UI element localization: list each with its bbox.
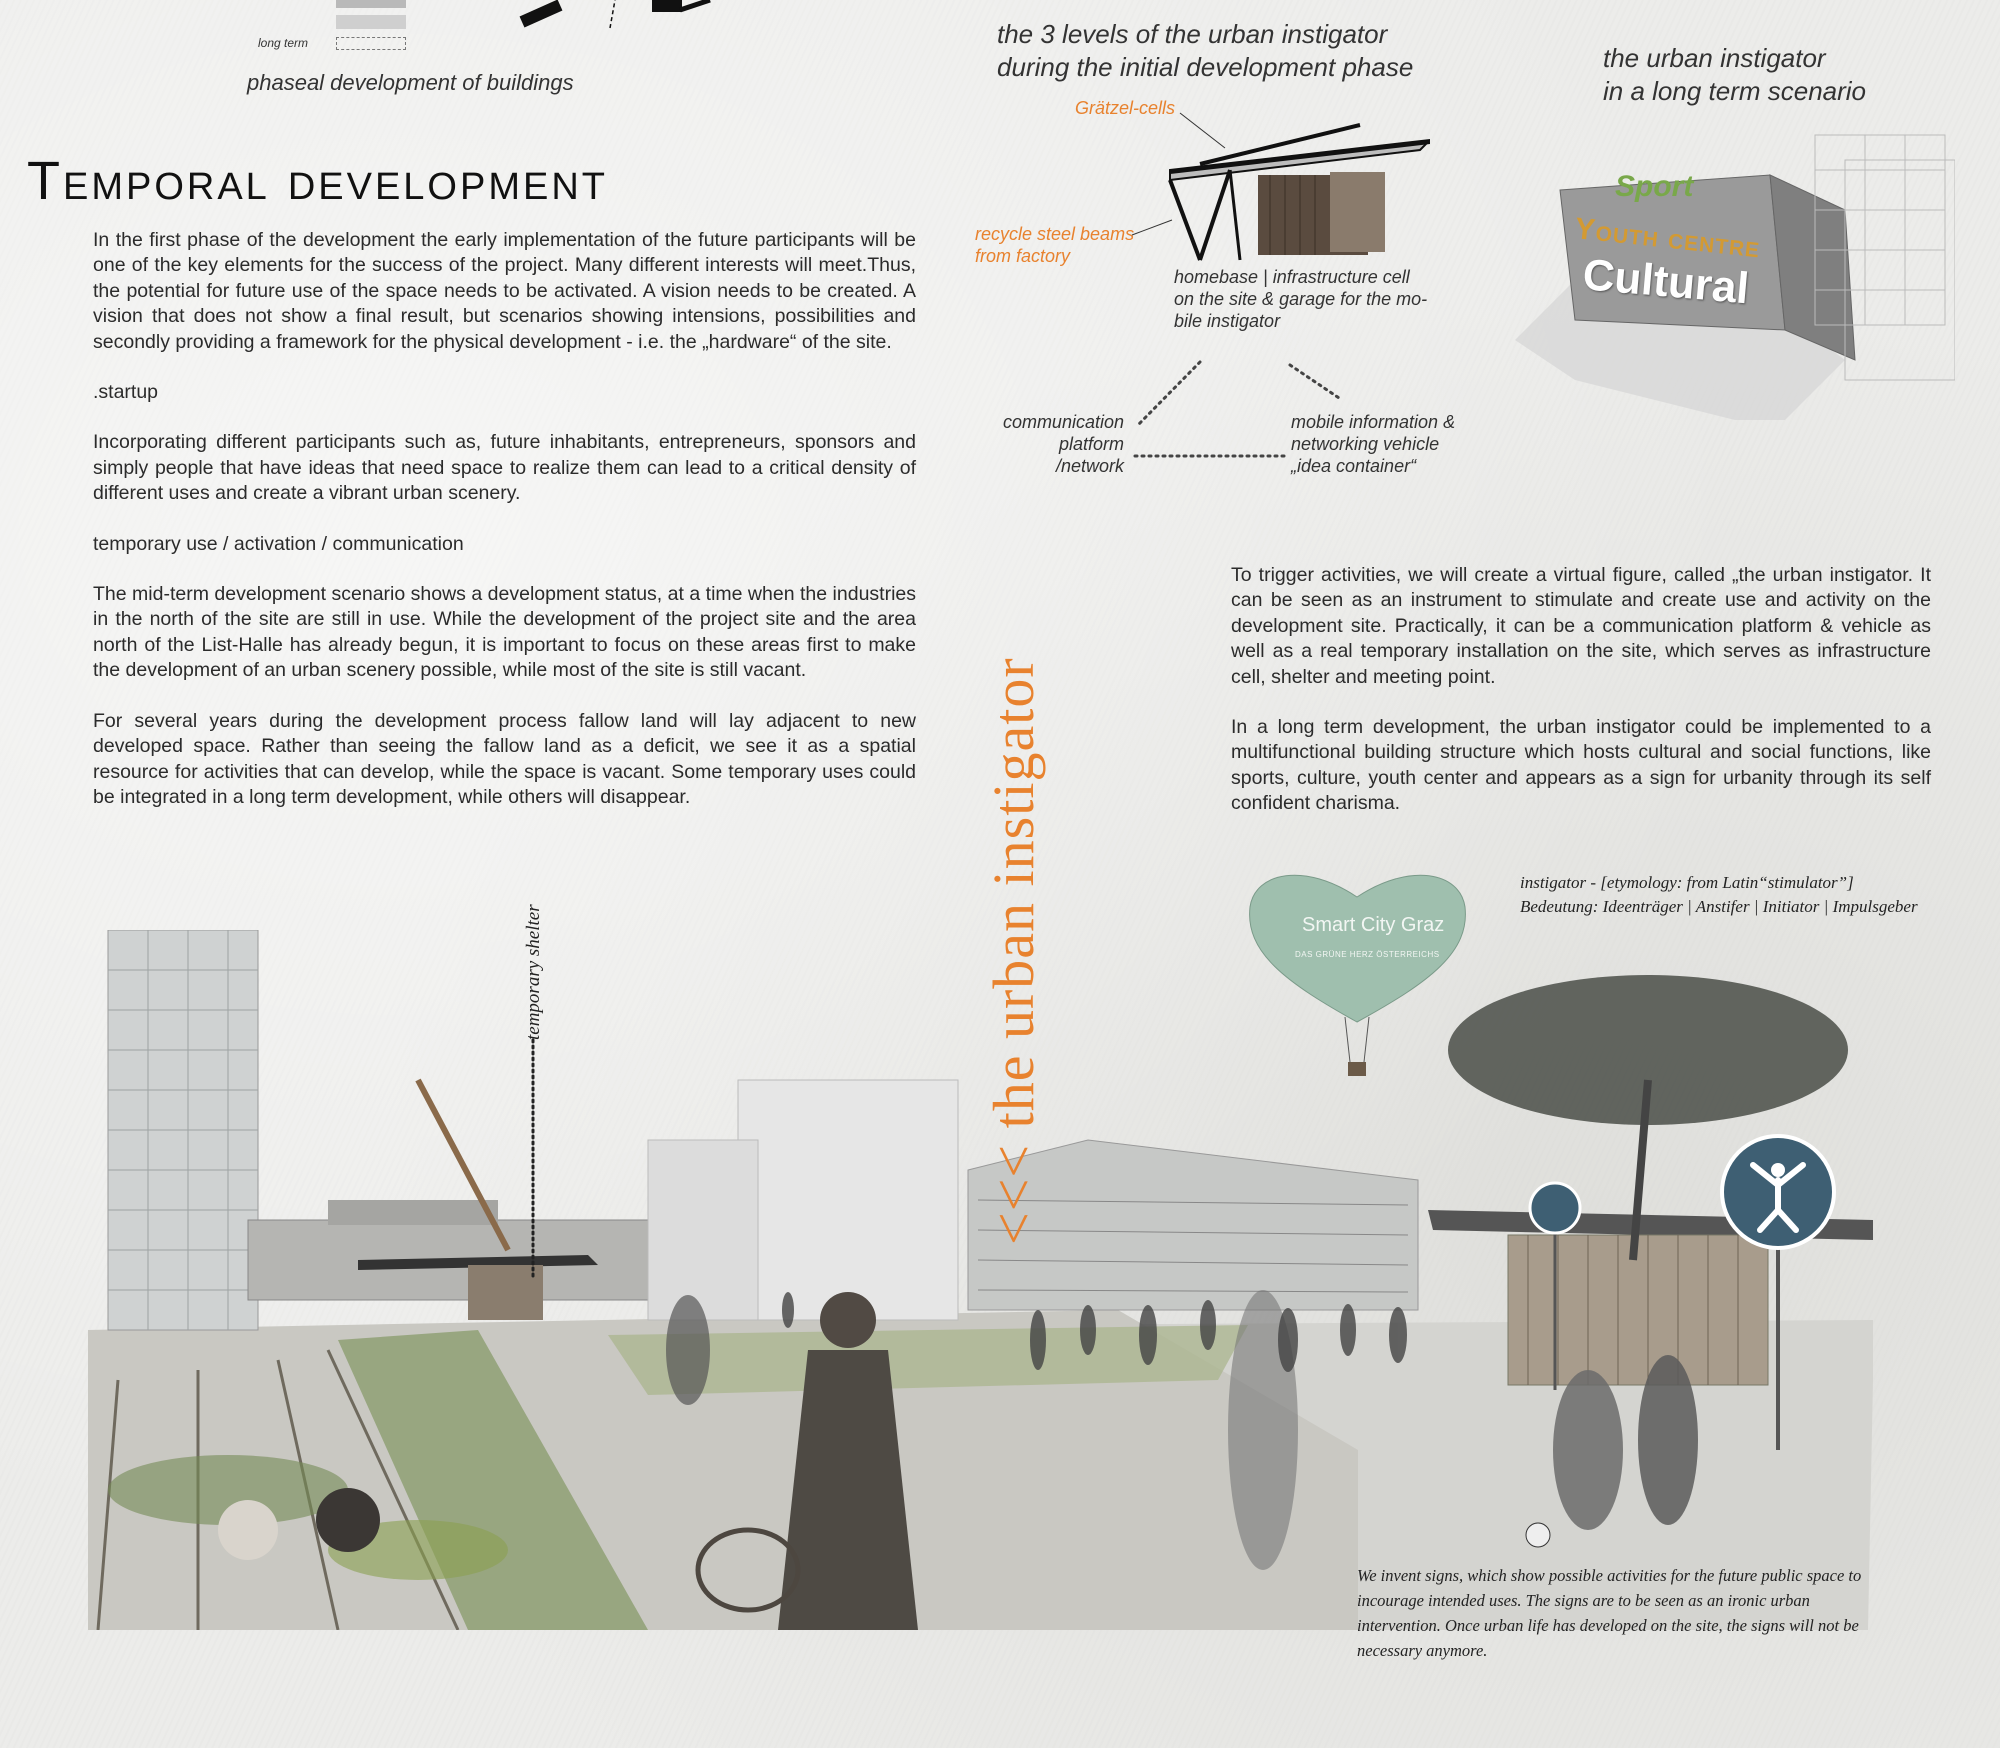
- instigator-description: [1231, 563, 1931, 842]
- phase-diagram-fragment: [500, 0, 720, 45]
- sign-sport: Sport: [1615, 170, 1694, 203]
- paragraph: The mid-term development scenario shows a development status, at a time when the industries in the north of the site are still in use. While the development of the project site and the area north of the List-Halle has already begun, it is important to focus on these areas first to make the development of an urban scenery possible, while most of the site is still vacant.: [93, 583, 916, 682]
- section-body: [93, 228, 916, 835]
- temporary-shelter-label: temporary shelter: [523, 904, 544, 1040]
- long-term-title: the urban instigator in a long term scenario: [1603, 43, 1867, 106]
- long-term-building: [1515, 130, 1955, 420]
- signs-caption: We invent signs, which show possible activities for the future public space to incourage intended uses. The signs are to be seen as an ironic urban intervention. Once urban life has developed on the site, the signs will not be necessary anymore.: [1357, 1566, 1862, 1660]
- homebase-shelter-drawing: [1130, 100, 1430, 270]
- paragraph: Incorporating different participants such as, future inhabitants, entrepreneurs, sponsors and simply people that have ideas that need space to realize them can lead to a critical density of different uses and create a vibrant urban scenery.: [93, 431, 916, 505]
- balloon-text-main: Smart City Graz: [1302, 914, 1445, 936]
- balloon-text-sub: DAS GRÜNE HERZ ÖSTERREICHS: [1295, 950, 1440, 959]
- sign-cultural: Cultural: [1580, 250, 1751, 314]
- gratzel-label: Grätzel-cells: [1075, 98, 1176, 118]
- long-term-label: long term: [258, 36, 309, 50]
- paragraph: temporary use / activation / communication: [93, 532, 464, 555]
- section-title: Temporal development: [27, 151, 608, 211]
- paragraph: In a long term development, the urban instigator could be implemented to a multifunctional building structure which hosts cultural and social functions, like sports, culture, youth center and appears as a sign for urbanity through its self confident charisma.: [1231, 716, 1931, 815]
- phase-caption: phaseal development of buildings: [247, 70, 574, 95]
- phase-legend: [330, 0, 410, 52]
- mobile-vehicle-label: mobile information & networking vehicle „idea container“: [1291, 412, 1456, 476]
- etymology-note: instigator - [etymology: from Latin“stimulator”] Bedeutung: Ideenträger | Anstifer | Initiator | Impulsgeber: [1520, 873, 1918, 916]
- heart-balloon: [1245, 862, 1470, 1092]
- paragraph: To trigger activities, we will create a virtual figure, called „the urban instigator. It can be seen as an instrument to stimulate and create use and activity on the development site. Practically, it can be a communication platform & vehicle as well as a real temporary installation on the site, which serves as infrastructure cell, shelter and meeting point.: [1231, 564, 1931, 688]
- sign-youth-centre: Youth centre: [1573, 212, 1762, 265]
- paragraph: For several years during the development process fallow land will lay adjacent to new developed space. Rather than seeing the fallow land as a deficit, we see it as a spatial resource for activities that can develop, while the space is vacant. Some temporary uses could be integrated in a long term development, while others will disappear.: [93, 709, 916, 808]
- balloon-shape: [1245, 862, 1470, 1092]
- homebase-label: homebase | infrastructure cell on the site & garage for the mo- bile instigator: [1174, 267, 1428, 331]
- paragraph: .startup: [93, 381, 159, 404]
- paragraph: In the first phase of the development the early implementation of the future participants will be one of the key elements for the success of the project. Many different interests will meet.Thus, the potential for future use of the space needs to be activated. A vision needs to be created. A vision that does not show a final result, but scenarios showing intensions, possibilities and secondly providing a framework for the physical development - i.e. the „hardware“ of the site.: [93, 229, 916, 353]
- levels-title: the 3 levels of the urban instigator during the initial development phase: [997, 19, 1414, 82]
- vertical-title: <<< the urban instigator: [981, 657, 1046, 1245]
- communication-label: communication platform /network: [1002, 412, 1124, 476]
- steel-beams-label: recycle steel beams from factory: [975, 224, 1135, 266]
